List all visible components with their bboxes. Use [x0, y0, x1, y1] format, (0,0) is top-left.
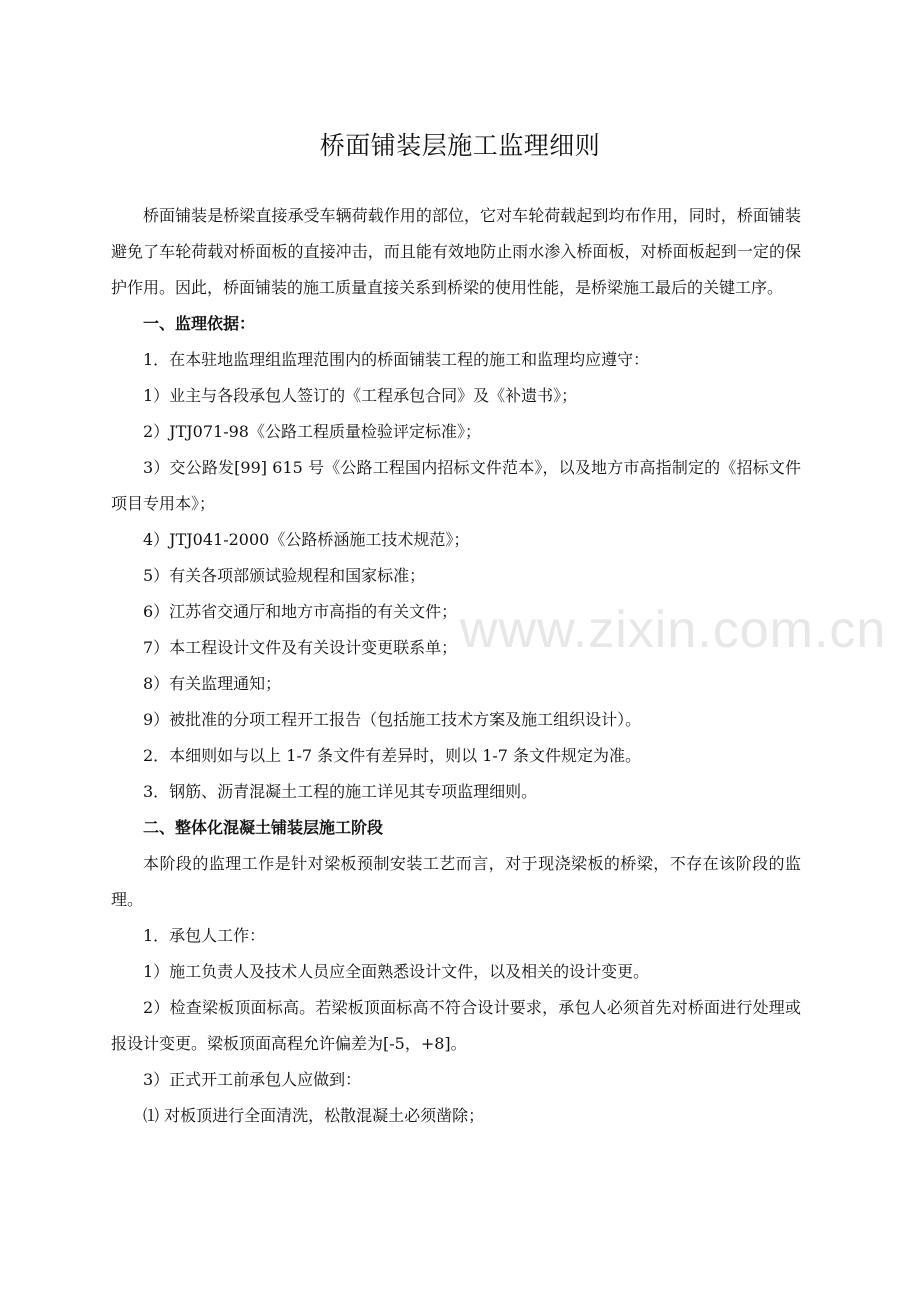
watermark-text: www.zixin.com.cn: [460, 601, 887, 659]
section-heading-basis: 一、监理依据：: [143, 314, 256, 333]
stage-item: ⑴ 对板顶进行全面清洗，松散混凝土必须凿除；: [143, 1106, 485, 1125]
intro-paragraph: 桥面铺装是桥梁直接承受车辆荷载作用的部位，它对车轮荷载起到均布作用，同时，桥面铺装避免了车轮荷载对桥面板的直接冲击，而且能有效地防止雨水渗入桥面板，对桥面板起到一定的保护作用。因此，桥面铺装的施工质量直接关系到桥梁的使用性能，是桥梁施工最后的关键工序。: [111, 206, 801, 297]
basis-item: 1）业主与各段承包人签订的《工程承包合同》及《补遗书》；: [143, 386, 578, 405]
document-title: 桥面铺装层施工监理细则: [319, 131, 601, 160]
document-body: [111, 198, 801, 1134]
stage-item: 3）正式开工前承包人应做到：: [143, 1070, 362, 1089]
basis-item: 9）被批准的分项工程开工报告（包括施工技术方案及施工组织设计）。: [143, 710, 642, 729]
basis-item: 2．本细则如与以上 1-7 条文件有差异时，则以 1-7 条文件规定为准。: [143, 746, 642, 765]
basis-item: 1．在本驻地监理组监理范围内的桥面铺装工程的施工和监理均应遵守：: [143, 350, 650, 369]
basis-item: 3．钢筋、沥青混凝土工程的施工详见其专项监理细则。: [143, 782, 538, 801]
basis-item: 8）有关监理通知；: [143, 674, 282, 693]
basis-item: 4）JTJ041-2000《公路桥涵施工技术规范》；: [143, 530, 470, 549]
stage-item: 1．承包人工作：: [143, 926, 266, 945]
stage-item: 1）施工负责人及技术人员应全面熟悉设计文件，以及相关的设计变更。: [143, 962, 650, 981]
basis-item: 5）有关各项部颁试验规程和国家标准；: [143, 566, 426, 585]
basis-item: 6）江苏省交通厅和地方市高指的有关文件；: [143, 602, 458, 621]
basis-item: 7）本工程设计文件及有关设计变更联系单；: [143, 638, 458, 657]
basis-item: 3）交公路发[99] 615 号《公路工程国内招标文件范本》，以及地方市高指制定的《招标文件项目专用本》；: [111, 458, 801, 513]
basis-item: 2）JTJ071-98《公路工程质量检验评定标准》；: [143, 422, 481, 441]
stage-paragraph: 本阶段的监理工作是针对梁板预制安装工艺而言，对于现浇梁板的桥梁，不存在该阶段的监理。: [111, 854, 801, 909]
stage-item: 2）检查梁板顶面标高。若梁板顶面标高不符合设计要求，承包人必须首先对桥面进行处理或报设计变更。梁板顶面高程允许偏差为[-5，+8]。: [111, 998, 801, 1053]
section-heading-integral-concrete: 二、整体化混凝土铺装层施工阶段: [143, 818, 384, 837]
